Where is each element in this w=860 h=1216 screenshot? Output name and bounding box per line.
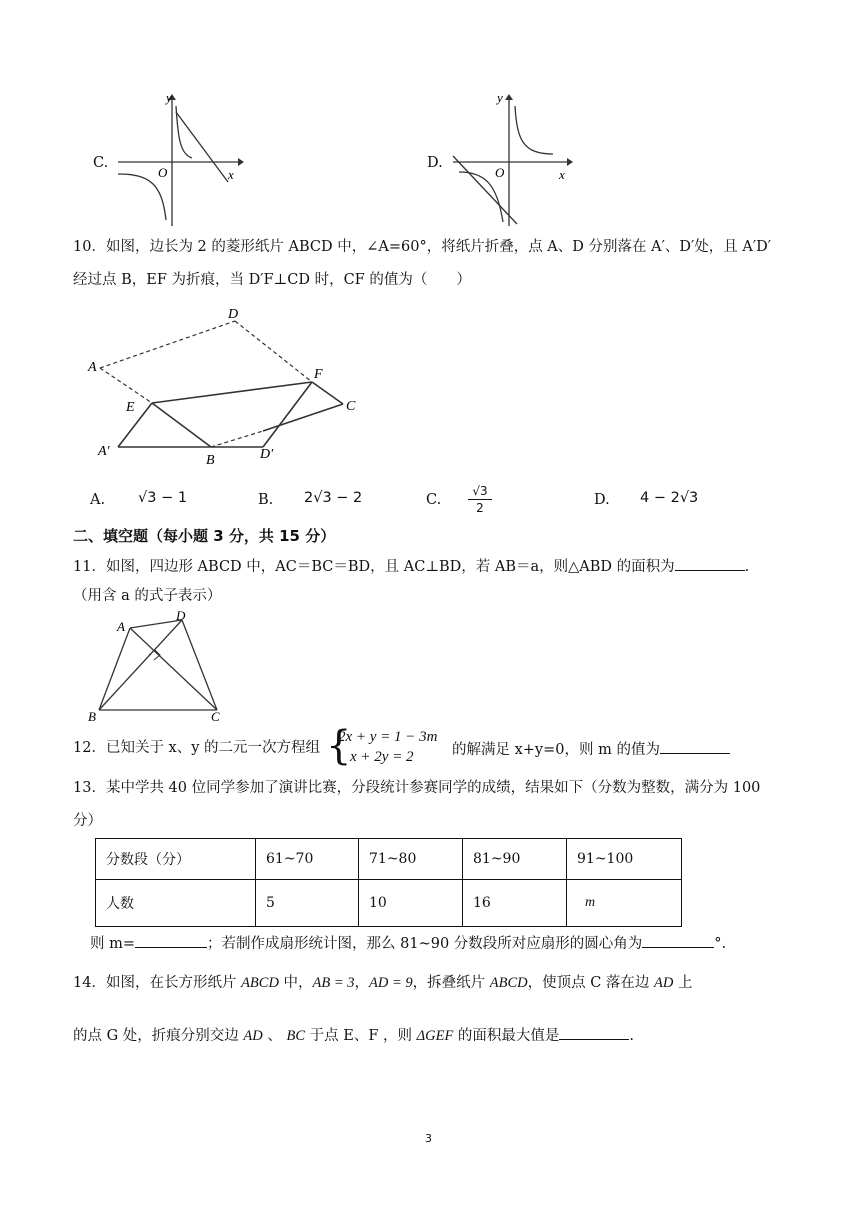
- q14-math: AD: [243, 1028, 263, 1044]
- q14-text: 于点 E、F ，则: [305, 1028, 417, 1044]
- x-label: x: [228, 167, 234, 182]
- y-label: y: [497, 90, 503, 105]
- table-cell: 71~80: [359, 839, 463, 880]
- q13-line1: 13．某中学共 40 位同学参加了演讲比赛，分段统计参赛同学的成绩，结果如下（分数为整数，满分为 100: [73, 780, 761, 796]
- q14-text: 上: [673, 975, 693, 991]
- label-d: D: [228, 307, 239, 322]
- edge-bd-dashed: [211, 431, 263, 447]
- q11-text: 11．如图，四边形 ABCD 中，AC＝BC＝BD，且 AC⊥BD，若 AB＝a，则△ABD 的面积为: [73, 559, 675, 575]
- edge-ad-dashed: [100, 321, 235, 368]
- q14-math: ΔGEF: [416, 1028, 454, 1044]
- q11-figure: [85, 608, 245, 728]
- q14-text: ，拆叠纸片: [412, 975, 490, 991]
- option-c-label: C.: [93, 155, 109, 171]
- q10-option-a-value: √3 − 1: [138, 490, 188, 506]
- label-a: A: [88, 360, 97, 375]
- q10-option-d-label: D.: [594, 492, 610, 508]
- label-f: F: [314, 367, 323, 382]
- answer-blank: [675, 555, 745, 571]
- table-cell: 5: [256, 880, 359, 927]
- label-a: A: [117, 619, 125, 634]
- option-d-label: D.: [427, 155, 443, 171]
- edge-fd-prime: [263, 382, 312, 447]
- table-cell: 人数: [96, 880, 256, 927]
- table-cell: 81~90: [463, 839, 567, 880]
- answer-blank: [135, 932, 207, 948]
- edge-df-dashed: [235, 321, 312, 382]
- table-cell: 分数段（分）: [96, 839, 256, 880]
- q14-text: .: [629, 1028, 635, 1044]
- q12-post-line: [452, 738, 730, 760]
- q14-math: AD: [654, 975, 674, 991]
- table-row: [96, 880, 682, 927]
- x-axis-arrow: [567, 158, 573, 166]
- edge-dc: [182, 620, 217, 710]
- brace-icon: {: [326, 723, 352, 769]
- hyperbola-branch-right: [176, 106, 192, 158]
- q13-answer-post: °.: [714, 936, 727, 952]
- q10-line1: 10．如图，边长为 2 的菱形纸片 ABCD 中，∠A=60°，将纸片折叠，点 A、D 分别落在 A′、D′处，且 A′D′: [73, 239, 772, 255]
- label-d-prime: D′: [260, 447, 274, 462]
- q14-text: 14．如图，在长方形纸片: [73, 975, 242, 991]
- edge-ea-prime: [118, 403, 152, 447]
- section-heading: 二、填空题（每小题 3 分，共 15 分）: [73, 527, 336, 545]
- answer-blank: [642, 932, 714, 948]
- answer-blank: [559, 1024, 629, 1040]
- fraction-numerator: √3: [472, 484, 488, 498]
- table-cell: 10: [359, 880, 463, 927]
- edge-ad: [130, 620, 182, 628]
- edge-ae-dashed: [100, 368, 152, 403]
- q14-math: ABCD: [489, 975, 528, 991]
- q14-text: 中，: [278, 975, 313, 991]
- graph-option-c: [110, 88, 250, 228]
- q10-option-d-value: 4 − 2√3: [640, 490, 699, 506]
- q14-line2: [73, 1024, 634, 1046]
- q10-figure: [80, 300, 380, 470]
- q14-text: 、: [262, 1028, 287, 1044]
- label-d: D: [176, 608, 186, 623]
- edge-cd: [263, 404, 343, 431]
- q12-post: 的解满足 x+y=0，则 m 的值为: [452, 742, 660, 758]
- q13-answer-mid: ；若制作成扇形统计图，那么 81~90 分数段所对应扇形的圆心角为: [207, 936, 643, 952]
- x-axis-arrow: [238, 158, 244, 166]
- origin-label: O: [158, 165, 168, 180]
- q11-line1: [73, 555, 749, 577]
- q14-math: ABCD: [241, 975, 279, 991]
- score-table: [95, 838, 682, 927]
- q10-line2: 经过点 B，EF 为折痕，当 D′F⊥CD 时，CF 的值为（ ）: [73, 272, 471, 288]
- page-number: 3: [425, 1132, 432, 1145]
- table-cell: 91~100: [567, 839, 682, 880]
- q10-option-c-fraction: [468, 484, 492, 515]
- x-label: x: [559, 167, 565, 182]
- q10-option-b-label: B.: [258, 492, 274, 508]
- q12-eq2: x + 2y = 2: [350, 749, 414, 765]
- table-cell: 16: [463, 880, 567, 927]
- q14-line1: [73, 973, 693, 993]
- fraction-denominator: 2: [476, 501, 484, 515]
- fold-line-ef: [152, 382, 312, 403]
- q10-option-c-label: C.: [426, 492, 442, 508]
- edge-ab: [99, 628, 130, 710]
- y-axis-arrow: [505, 94, 513, 100]
- q13-line2: 分）: [73, 813, 102, 829]
- q12-pre: 12．已知关于 x、y 的二元一次方程组: [73, 740, 321, 756]
- diagonal-ac: [130, 628, 217, 710]
- y-label: y: [166, 90, 172, 105]
- q14-text: 的点 G 处，折痕分别交边: [73, 1028, 244, 1044]
- q11-line2: （用含 a 的式子表示）: [73, 588, 222, 604]
- fraction-bar: [468, 499, 492, 500]
- label-c: C: [346, 399, 356, 414]
- q10-option-b-value: 2√3 − 2: [304, 490, 363, 506]
- hyperbola-branch-right: [515, 106, 553, 154]
- hyperbola-branch-left: [118, 174, 166, 220]
- q14-math: BC: [286, 1028, 306, 1044]
- q14-text: 的面积最大值是: [453, 1028, 560, 1044]
- table-cell: 61~70: [256, 839, 359, 880]
- table-row: [96, 839, 682, 880]
- q14-text: ，使顶点 C 落在边: [527, 975, 655, 991]
- answer-blank: [660, 738, 730, 754]
- line-graph: [453, 156, 517, 224]
- label-b: B: [88, 709, 96, 724]
- graph-option-d: [445, 88, 585, 228]
- label-a-prime: A′: [98, 444, 110, 459]
- q14-math: AB = 3: [312, 975, 355, 991]
- edge-eb: [152, 403, 211, 447]
- q12-eq1: 2x + y = 1 − 3m: [338, 729, 438, 745]
- q11-period: .: [744, 559, 750, 575]
- origin-label: O: [495, 165, 505, 180]
- q13-answer-pre: 则 m=: [90, 936, 136, 952]
- line-graph: [176, 112, 228, 182]
- q14-math: AD = 9: [369, 975, 413, 991]
- q14-text: ，: [354, 975, 370, 991]
- table-cell: m: [567, 880, 682, 927]
- label-c: C: [211, 709, 220, 724]
- label-e: E: [126, 400, 135, 415]
- edge-fc: [312, 382, 343, 404]
- q13-answer-line: [90, 932, 726, 954]
- q10-option-a-label: A.: [90, 492, 106, 508]
- label-b: B: [206, 453, 215, 468]
